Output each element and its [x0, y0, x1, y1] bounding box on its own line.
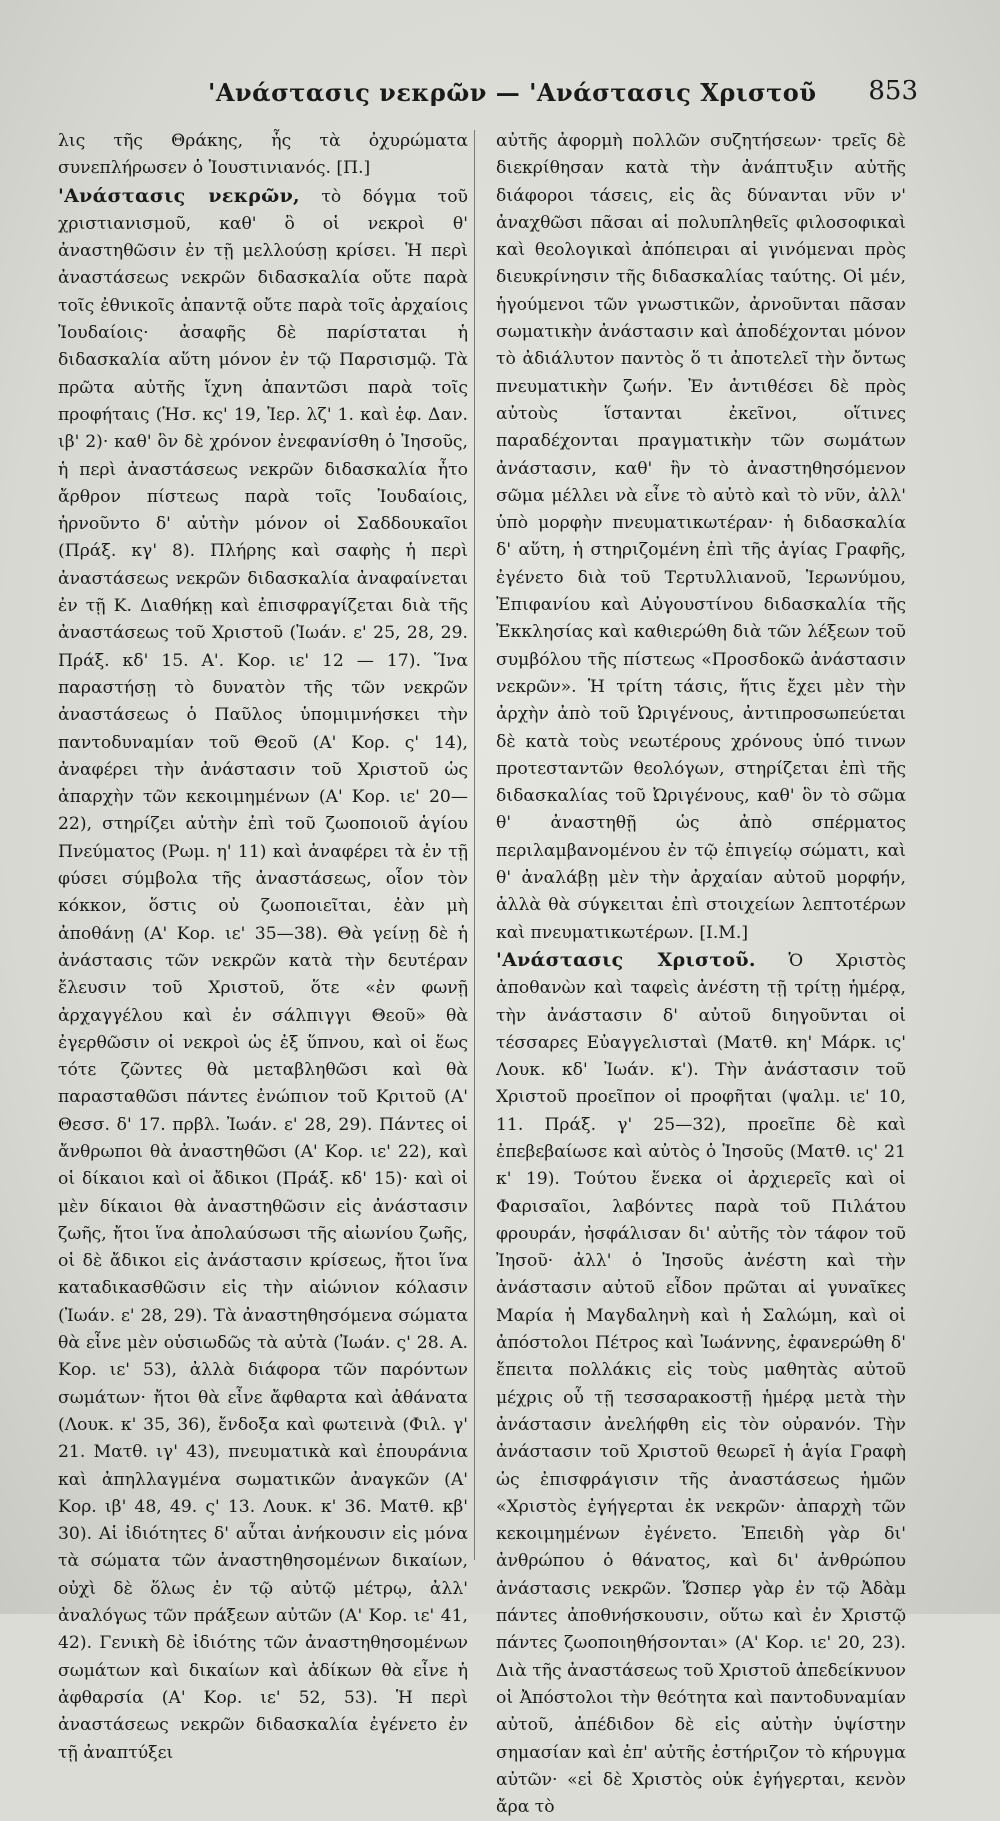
entry-headword: 'Ανάστασις Χριστοῦ.: [496, 948, 756, 971]
column-divider: [474, 130, 475, 1560]
entry-anastasis-nekron: [58, 183, 468, 1767]
entry-headword: 'Ανάστασις νεκρῶν,: [58, 184, 300, 207]
page-number: 853: [868, 76, 918, 106]
intro-text: λις τῆς Θράκης, ἧς τὰ ὀχυρώματα συνεπλήρωσεν ὁ Ἰουστινιανός. [Π.]: [58, 131, 468, 179]
left-column: [58, 128, 468, 1767]
right-column: [496, 128, 906, 1821]
entry-body: τὸ δόγμα τοῦ χριστιανισμοῦ, καθ' ὃ οἱ νεκροὶ θ' ἀναστηθῶσιν ἐν τῇ μελλούσῃ κρίσει. Ἡ περὶ ἀναστάσεως νεκρῶν διδασκαλία οὔτε παρὰ τοῖς ἐθνικοῖς ἀπαντᾷ οὔτε παρὰ τοῖς ἀρχαίοις Ἰουδαίοις· ἀσαφῆς δὲ παρίσταται ἡ διδασκαλία αὕτη μόνον ἐν τῷ Παρσισμῷ. Τὰ πρῶτα αὐτῆς ἴχνη ἀπαντῶσι παρὰ τοῖς προφήταις (Ἡσ. κς' 19, Ἱερ. λζ' 1. καὶ ἑφ. Δαν. ιβ' 2)· καθ' ὃν δὲ χρόνον ἐνεφανίσθη ὁ Ἰησοῦς, ἡ περὶ ἀναστάσεως νεκρῶν διδασκαλία ἦτο ἄρθρον πίστεως παρὰ τοῖς Ἰουδαίοις, ἠρνοῦντο δ' αὐτὴν μόνον οἱ Σαδδουκαῖοι (Πράξ. κγ' 8). Πλήρης καὶ σαφὴς ἡ περὶ ἀναστάσεως νεκρῶν διδασκαλία ἀναφαίνεται ἐν τῇ Κ. Διαθήκῃ καὶ ἐπισφραγίζεται διὰ τῆς ἀναστάσεως τοῦ Χριστοῦ (Ἰωάν. ε' 25, 28, 29. Πράξ. κδ' 15. Α'. Κορ. ιε' 12 — 17). Ἵνα παραστήσῃ τὸ δυνατὸν τῆς τῶν νεκρῶν ἀναστάσεως ὁ Παῦλος ὑπομιμνήσκει τὴν παντοδυναμίαν τοῦ Θεοῦ (Α' Κορ. ς' 14), ἀναφέρει τὴν ἀνάστασιν τοῦ Χριστοῦ ὡς ἀπαρχὴν τῶν κεκοιμημένων (Α' Κορ. ιε' 20—22), στηρίζει αὐτὴν ἐπὶ τοῦ ζωοποιοῦ ἁγίου Πνεύματος (Ρωμ. η' 11) καὶ ἀναφέρει τὰ ἐν τῇ φύσει σύμβολα τῆς ἀναστάσεως, οἷον τὸν κόκκον, ὅστις οὐ ζωοποιεῖται, ἐὰν μὴ ἀποθάνῃ (Α' Κορ. ιε' 35—38). Θὰ γείνῃ δὲ ἡ ἀνάστασις τῶν νεκρῶν κατὰ τὴν δευτέραν ἔλευσιν τοῦ Χριστοῦ, ὅτε «ἐν φωνῇ ἀρχαγγέλου καὶ ἐν σάλπιγγι Θεοῦ» θὰ ἐγερθῶσιν οἱ νεκροὶ ὡς ἐξ ὕπνου, καὶ οἱ ἕως τότε ζῶντες θὰ μεταβληθῶσι καὶ θὰ παρασταθῶσι πάντες ἐνώπιον τοῦ Κριτοῦ (Α' Θεσσ. δ' 17. πρβλ. Ἰωάν. ε' 28, 29). Πάντες οἱ ἄνθρωποι θὰ ἀναστηθῶσι (Α' Κορ. ιε' 22), καὶ οἱ δίκαιοι καὶ οἱ ἄδικοι (Πράξ. κδ' 15)· καὶ οἱ μὲν δίκαιοι θὰ ἀναστηθῶσιν εἰς ἀνάστασιν ζωῆς, ἤτοι ἵνα ἀπολαύσωσι τῆς αἰωνίου ζωῆς, οἱ δὲ ἄδικοι εἰς ἀνάστασιν κρίσεως, ἤτοι ἵνα καταδικασθῶσιν εἰς τὴν αἰώνιον κόλασιν (Ἰωάν. ε' 28, 29). Τὰ ἀναστηθησόμενα σώματα θὰ εἶνε μὲν οὐσιωδῶς τὰ αὐτὰ (Ἰωάν. ς' 28. Α. Κορ. ιε' 53), ἀλλὰ διάφορα τῶν παρόντων σωμάτων· ἤτοι θὰ εἶνε ἄφθαρτα καὶ ἀθάνατα (Λουκ. κ' 35, 36), ἔνδοξα καὶ φωτεινὰ (Φιλ. γ' 21. Ματθ. ιγ' 43), πνευματικὰ καὶ ἐπουράνια καὶ ἀπηλλαγμένα σωματικῶν ἀναγκῶν (Α' Κορ. ιβ' 48, 49. ς' 13. Λουκ. κ' 36. Ματθ. κβ' 30). Αἱ ἰδιότητες δ' αὗται ἀνήκουσιν εἰς μόνα τὰ σώματα τῶν ἀναστηθησομένων δικαίων, οὐχὶ δὲ ὅλως ἐν τῷ αὐτῷ μέτρῳ, ἀλλ' ἀναλόγως τῶν πράξεων αὐτῶν (Α' Κορ. ιε' 41, 42). Γενικὴ δὲ ἰδιότης τῶν ἀναστηθησομένων σωμάτων καὶ δικαίων καὶ ἀδίκων θὰ εἶνε ἡ ἀφθαρσία (Α' Κορ. ιε' 52, 53). Ἡ περὶ ἀναστάσεως νεκρῶν διδασκαλία ἐγένετο ἐν τῇ ἀναπτύξει: [58, 186, 468, 1763]
entry-body: Ὁ Χριστὸς ἀποθανὼν καὶ ταφεὶς ἀνέστη τῇ τρίτῃ ἡμέρᾳ, τὴν ἀνάστασιν δ' αὐτοῦ διηγοῦνται οἱ τέσσαρες Εὐαγγελισταὶ (Ματθ. κη' Μάρκ. ις' Λουκ. κδ' Ἰωάν. κ'). Τὴν ἀνάστασιν τοῦ Χριστοῦ προεῖπον οἱ προφῆται (ψαλμ. ιε' 10, 11. Πράξ. γ' 25—32), προεῖπε δὲ καὶ ἐπεβεβαίωσε καὶ αὐτὸς ὁ Ἰησοῦς (Ματθ. ις' 21 κ' 19). Τούτου ἕνεκα οἱ ἀρχιερεῖς καὶ οἱ Φαρισαῖοι, λαβόντες παρὰ τοῦ Πιλάτου φρουράν, ἠσφάλισαν δι' αὐτῆς τὸν τάφον τοῦ Ἰησοῦ· ἀλλ' ὁ Ἰησοῦς ἀνέστη καὶ τὴν ἀνάστασιν αὐτοῦ εἶδον πρῶται αἱ γυναῖκες Μαρία ἡ Μαγδαληνὴ καὶ ἡ Σαλώμη, καὶ οἱ ἀπόστολοι Πέτρος καὶ Ἰωάννης, ἐφανερώθη δ' ἔπειτα πολλάκις εἰς τοὺς μαθητὰς αὐτοῦ μέχρις οὗ τῇ τεσσαρακοστῇ ἡμέρᾳ μετὰ τὴν ἀνάστασιν ἀνελήφθη εἰς τὸν οὐρανόν. Τὴν ἀνάστασιν τοῦ Χριστοῦ θεωρεῖ ἡ ἁγία Γραφὴ ὡς ἐπισφράγισιν τῆς ἀναστάσεως ἡμῶν «Χριστὸς ἐγήγερται ἐκ νεκρῶν· ἀπαρχὴ τῶν κεκοιμημένων ἐγένετο. Ἐπειδὴ γὰρ δι' ἀνθρώπου ὁ θάνατος, καὶ δι' ἀνθρώπου ἀνάστασις νεκρῶν. Ὥσπερ γὰρ ἐν τῷ Ἀδὰμ πάντες ἀποθνήσκουσιν, οὕτω καὶ ἐν Χριστῷ πάντες ζωοποιηθήσονται» (Α' Κορ. ιε' 20, 23). Διὰ τῆς ἀναστάσεως τοῦ Χριστοῦ ἀπεδείκνυον οἱ Ἀπόστολοι τὴν θεότητα καὶ παντοδυναμίαν αὐτοῦ, ἀπέδιδον δὲ εἰς αὐτὴν ὑψίστην σημασίαν καὶ ἐπ' αὐτῆς ἐστήριζον τὸ κήρυγμα αὐτῶν· «εἰ δὲ Χριστὸς οὐκ ἐγήγερται, κενὸν ἄρα τὸ: [496, 950, 906, 1818]
header-title: 'Ανάστασις νεκρῶν — 'Ανάστασις Χριστοῦ: [208, 78, 817, 107]
running-header: [58, 74, 918, 114]
entry-anastasis-christou: [496, 947, 906, 1821]
continuation-text: αὐτῆς ἀφορμὴ πολλῶν συζητήσεων· τρεῖς δὲ διεκρίθησαν κατὰ τὴν ἀνάπτυξιν αὐτῆς διάφοροι τάσεις, εἰς ἃς δύνανται νῦν ν' ἀναχθῶσι πᾶσαι αἱ πολυπληθεῖς φιλοσοφικαὶ καὶ θεολογικαὶ ἀπόπειραι αἱ γινόμεναι πρὸς διευκρίνησιν τῆς διδασκαλίας ταύτης. Οἱ μέν, ἡγούμενοι τῶν γνωστικῶν, ἀρνοῦνται πᾶσαν σωματικὴν ἀνάστασιν καὶ ἀποδέχονται μόνον τὸ ἀδιάλυτον παντὸς ὅ τι ἀποτελεῖ τὴν ὄντως πνευματικὴν ζωήν. Ἐν ἀντιθέσει δὲ πρὸς αὐτοὺς ἵστανται ἐκεῖνοι, οἵτινες παραδέχονται πραγματικὴν τῶν σωμάτων ἀνάστασιν, καθ' ἣν τὸ ἀναστηθησόμενον σῶμα μέλλει νὰ εἶνε τὸ αὐτὸ καὶ τὸ νῦν, ἀλλ' ὑπὸ μορφὴν πνευματικωτέραν· ἡ διδασκαλία δ' αὕτη, ἡ στηριζομένη ἐπὶ τῆς ἁγίας Γραφῆς, ἐγένετο διὰ τοῦ Τερτυλλιανοῦ, Ἱερωνύμου, Ἐπιφανίου καὶ Αὐγουστίνου διδασκαλία τῆς Ἐκκλησίας καὶ καθιερώθη διὰ τῶν λέξεων τοῦ συμβόλου τῆς πίστεως «Προσδοκῶ ἀνάστασιν νεκρῶν». Ἡ τρίτη τάσις, ἥτις ἔχει μὲν τὴν ἀρχὴν ἀπὸ τοῦ Ὠριγένους, ἀντιπροσωπεύεται δὲ κατὰ τοὺς νεωτέρους χρόνους ὑπό τινων προτεσταντῶν θεολόγων, στηρίζεται ἐπὶ τῆς διδασκαλίας τοῦ Ὠριγένους, καθ' ὃν τὸ σῶμα θ' ἀναστηθῇ ὡς ἀπὸ σπέρματος περιλαμβανομένου ἐν τῷ ἐπιγείῳ σώματι, καὶ θ' ἀναλάβῃ μὲν τὴν ἀρχαίαν αὐτοῦ μορφήν, ἀλλὰ θὰ σύγκειται ἐπὶ στοιχείων λεπτοτέρων καὶ πνευματικωτέρων. [Ι.Μ.]: [496, 131, 906, 943]
